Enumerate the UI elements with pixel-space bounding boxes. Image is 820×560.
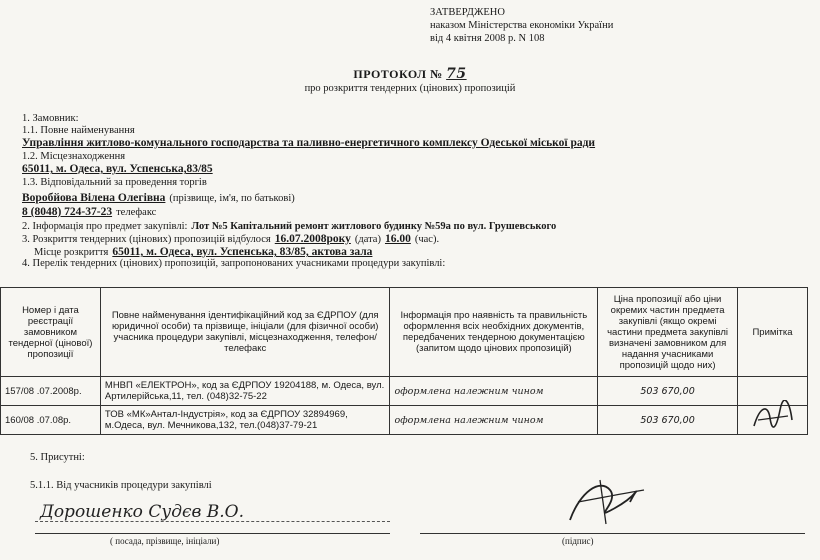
position-hint: ( посада, прізвище, ініціали) [110, 536, 220, 546]
approval-block [430, 6, 613, 45]
position-dash-line [35, 521, 390, 522]
opening-date-hint: (дата) [354, 234, 381, 245]
protocol-title-text: ПРОТОКОЛ № [353, 67, 443, 81]
section-1-1-label: 1.1. Повне найменування [22, 125, 135, 136]
opening-label: 3. Розкриття тендерних (цінових) пропозицій відбулося [22, 234, 271, 245]
table-header-row [1, 288, 808, 377]
subject-value: Лот №5 Капітальний ремонт житлового будинку №59а по вул. Грушевського [191, 221, 557, 232]
signature-icon [560, 472, 650, 532]
phone-value: 8 (8048) 724-37-23 [22, 206, 113, 218]
section-1: 1. Замовник: [22, 113, 79, 124]
approval-title: ЗАТВЕРДЖЕНО [430, 7, 505, 18]
signature-mark-icon [750, 400, 796, 434]
signature-line [420, 533, 805, 534]
header-documents: Інформація про наявність та правильність оформлення всіх необхідних документів, передбачених тендерною документацією (запитом щодо цінових пропозицій) [390, 288, 598, 377]
position-line [35, 533, 390, 534]
protocol-title [0, 66, 820, 82]
section-4: 4. Перелік тендерних (цінових) пропозицій, запропонованих учасниками процедури закупівлі: [22, 258, 446, 269]
present-subtitle: 5.1.1. Від учасників процедури закупівлі [30, 480, 212, 491]
approval-line-1: наказом Міністерства економіки України [430, 20, 614, 31]
header-note: Примітка [738, 288, 808, 377]
signature-hint: (підпис) [562, 536, 594, 546]
present-title: 5. Присутні: [30, 452, 85, 463]
present-signature-name: Дорошенко Судєв В.О. [40, 502, 245, 522]
opening-time: 16.00 [384, 233, 411, 245]
row-note [738, 406, 808, 435]
table-row [1, 377, 808, 406]
row-registration: 157/08 .07.2008р. [1, 377, 101, 406]
customer-name: Управління житлово-комунального господарства та паливно-енергетичного комплексу Одеської міської ради [22, 137, 596, 149]
table-row [1, 406, 808, 435]
row-documents: оформлена належним чином [390, 406, 598, 435]
row-participant: ТОВ «МК»Антал-Індустрія», код за ЄДРПОУ 32894969, м.Одеса, вул. Мечникова,132, тел.(048)37-79-21 [100, 406, 390, 435]
row-price: 503 670,00 [598, 406, 738, 435]
place-value: 65011, м. Одеса, вул. Успенська, 83/85, актова зала [112, 246, 373, 258]
protocol-subtitle: про розкриття тендерних (цінових) пропозицій [304, 83, 516, 94]
subject-label: 2. Інформація про предмет закупівлі: [22, 221, 188, 232]
opening-time-hint: (час). [414, 234, 440, 245]
customer-address: 65011, м. Одеса, вул. Успенська,83/85 [22, 163, 213, 175]
row-documents: оформлена належним чином [390, 377, 598, 406]
header-price: Ціна пропозиції або ціни окремих частин предмета закупівлі (якщо окремі частини предмета закупівлі визначені замовником для надання учасниками пропозицій щодо них) [598, 288, 738, 377]
phone-label: телефакс [116, 207, 157, 218]
section-1-2-label: 1.2. Місцезнаходження [22, 151, 126, 162]
protocol-number: 75 [446, 66, 467, 82]
header-participant: Повне найменування ідентифікаційний код за ЄДРПОУ (для юридичної особи) та прізвище, ініціали (для фізичної особи) учасника процедури закупівлі, місцезнаходження, телефон/телефакс [100, 288, 390, 377]
place-label: Місце розкриття [34, 247, 109, 258]
section-1-3-label: 1.3. Відповідальний за проведення торгів [22, 177, 207, 188]
responsible-name: Воробйова Вілена Олегівна [22, 192, 166, 204]
row-participant: МНВП «ЕЛЕКТРОН», код за ЄДРПОУ 19204188, м. Одеса, вул. Артилерійська,11, тел. (048)32-75-22 [100, 377, 390, 406]
offers-table [0, 287, 808, 435]
row-registration: 160/08 .07.08р. [1, 406, 101, 435]
approval-line-2: від 4 квітня 2008 р. N 108 [430, 33, 545, 44]
header-registration: Номер і дата реєстрації замовником тендерної (цінової) пропозиції [1, 288, 101, 377]
opening-date: 16.07.2008року [274, 233, 351, 245]
responsible-hint: (прізвище, ім'я, по батькові) [169, 193, 295, 204]
row-price: 503 670,00 [598, 377, 738, 406]
